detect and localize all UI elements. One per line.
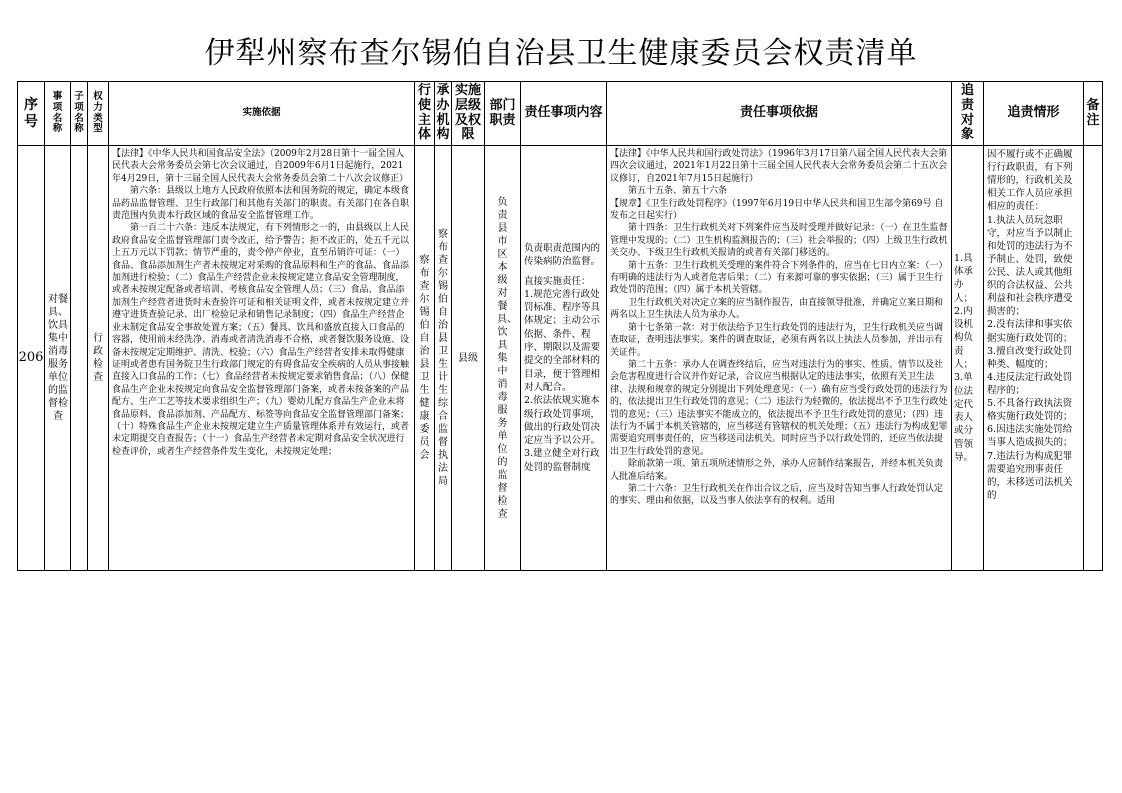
cell-resp (521, 146, 607, 571)
resp-basis-paragraph: 【规章】《卫生行政处罚程序》（1997年6月19日中华人民共和国卫生部令第69号 自发布之日起实行） (610, 198, 944, 222)
resp-basis-paragraph: 第五十五条、第五十六条 (628, 186, 728, 197)
resp-basis-paragraph: 除前款第一项、第五项所述情形之外，承办人应制作结案报告，并经本机关负责人批准后结案。 (610, 459, 944, 482)
basis-paragraph: 【法律】《中华人民共和国食品安全法》（2009年2月28日第十一届全国人民代表大会常务委员会第七次会议通过，自2009年6月1日起施行，2021年4月29日，第十三届全国人民代表大会常务委员会第二十八次会议修正） (112, 149, 409, 184)
acc-line: 1.执法人员玩忽职守，对应当予以制止和处罚的违法行为不予制止、处罚，致使公民、法人或其他组织的合法权益、公共利益和社会秩序遭受损害的； (987, 214, 1073, 318)
cell-obj (952, 146, 984, 571)
cell-subject: 察布查尔锡伯自治县卫生健康委员会 (415, 146, 435, 571)
resp-basis-paragraph: 第十七条第一款：对于依法给予卫生行政处罚的违法行为，卫生行政机关应当调查取证，查明违法事实。案件的调查取证，必须有两名以上执法人员参加，并出示有关证件。 (610, 322, 944, 358)
resp-basis-paragraph: 第二十六条：卫生行政机关在作出合议之后，应当及时告知当事人行政处罚认定的事实、理由和依据，以及当事人依法享有的权利。适用 (610, 483, 944, 507)
header-resp: 责任事项内容 (521, 82, 607, 146)
cell-duty (485, 146, 521, 571)
header-power-type: 权力类型 (88, 82, 109, 146)
header-seq: 序号 (18, 82, 45, 146)
cell-item-name: 对餐具、饮具集中消毒服务单位的监督检查 (45, 146, 71, 571)
cell-level: 县级 (452, 146, 485, 571)
header-basis: 实施依据 (109, 82, 415, 146)
table-row (18, 146, 1103, 571)
resp-line: 3.建立健全对行政处罚的监督制度 (524, 448, 600, 473)
cell-acc (984, 146, 1084, 571)
acc-line: 6.因违法实施处罚给当事人造成损失的； (987, 424, 1073, 449)
cell-sub-item (71, 146, 88, 571)
resp-basis-paragraph: 【法律】《中华人民共和国行政处罚法》（1996年3月17日第八届全国人民代表大会第四次会议通过，2021年1月22日第十三届全国人民代表大会常务委员会第二十五次会议修订，自2021年7月15日起施行） (610, 149, 948, 184)
cell-org: 察布查尔锡伯自治县卫生计生综合监督执法局 (435, 146, 452, 571)
duty-scope-text: 负责职责范围内的传染病防治监督。 (524, 242, 601, 268)
cell-seq: 206 (18, 146, 45, 571)
resp-basis-paragraph: 第二十五条：承办人在调查终结后，应当对违法行为的事实、性质、情节以及社会危害程度进行合议并作好记录，合议应当根据认定的违法事实，依照有关卫生法律、法规和规章的规定分别提出下列处理意见：（一）确有应当受行政处罚的违法行为的，依法提出卫生行政处罚的意见；（二）违法行为轻微的，依法提出不予卫生行政处罚的意见；（三）违法事实不能成立的，依法提出不予卫生行政处罚的意见；（四）违法行为不属于本机关管辖的，应当移送有管辖权的机关处理；（五）违法行为构成犯罪需要追究刑事责任的，应当移送司法机关。同时应当予以行政处罚的，还应当依法提出卫生行政处罚的意见。 (610, 359, 948, 457)
duty-text: 负责县市区本级对餐具、饮具集中消毒服务单位的监督检查 (497, 196, 517, 520)
header-subject: 行使主体 (415, 82, 435, 146)
resp-line: 2.依法依规实施本级行政处罚事项，做出的行政处罚决定应当予以公开。 (524, 395, 601, 447)
header-sub-item: 子项名称 (71, 82, 88, 146)
header-org: 承办机构 (435, 82, 452, 146)
header-level: 实施层级及权限 (452, 82, 485, 146)
acc-line: 7.违法行为构成犯罪需要追究刑事责任的，未移送司法机关的 (987, 450, 1073, 501)
resp-basis-paragraph: 卫生行政机关对决定立案的应当制作报告，由直接领导批准，并确定立案日期和两名以上卫生执法人员为承办人。 (610, 297, 944, 321)
resp-line: 直接实施责任： (524, 275, 591, 287)
acc-line: 4.违反法定行政处罚程序的； (987, 371, 1073, 396)
cell-note (1084, 146, 1103, 571)
resp-basis-paragraph: 第十五条：卫生行政机关受理的案件符合下列条件的，应当在七日内立案：（一）有明确的违法行为人或者危害后果；（二）有来源可靠的事实依据；（三）属于卫生行政处罚的范围；（四）属于本机关管辖。 (610, 260, 948, 296)
cell-resp-basis (607, 146, 952, 571)
basis-paragraph: 第一百二十六条：违反本法规定，有下列情形之一的，由县级以上人民政府食品安全监督管理部门责令改正，给予警告；拒不改正的，处五千元以上五万元以下罚款；情节严重的，责令停产停业，直至吊销许可证：（一）食品、食品添加剂生产者未按规定对采购的食品原料和生产的食品、食品添加剂进行检验；（二）食品生产经营企业未按规定建立食品安全管理制度，或者未按规定配备或者培训、考核食品安全管理人员；（三）食品、食品添加剂生产经营者进货时未查验许可证和相关证明文件，或者未按规定建立并遵守进货查验记录、出厂检验记录和销售记录制度；（四）食品生产经营企业未制定食品安全事故处置方案；（五）餐具、饮具和盛放直接入口食品的容器，使用前未经洗净、消毒或者清洗消毒不合格，或者餐饮服务设施、设备未按规定定期维护、清洗、校验；（六）食品生产经营者安排未取得健康证明或者患有国务院卫生行政部门规定的有碍食品安全疾病的人员从事接触直接入口食品的工作；（七）食品经营者未按规定要求销售食品；（八）保健食品生产企业未按规定向食品安全监督管理部门备案，或者未按备案的产品配方、生产工艺等技术要求组织生产；（九）婴幼儿配方食品生产企业未将食品原料、食品添加剂、产品配方、标签等向食品安全监督管理部门备案；（十）特殊食品生产企业未按规定建立生产质量管理体系并有效运行，或者未定期提交自查报告；（十一）食品生产经营者未定期对食品安全状况进行检查评价，或者生产经营条件发生变化，未按规定处理； (112, 223, 410, 457)
basis-paragraph: 第六条：县级以上地方人民政府依照本法和国务院的规定，确定本级食品药品监督管理、卫生行政部门和其他有关部门的职责。有关部门在各自职责范围内负责本行政区域的食品安全监督管理工作。 (112, 186, 410, 222)
obj-line: 2.内设机构负责人； (954, 305, 974, 370)
header-row (18, 82, 1103, 146)
resp-basis-paragraph: 第十四条：卫生行政机关对下列案件应当及时受理并做好记录：（一）在卫生监督管理中发现的；（二）卫生机构监测报告的；（三）社会举报的；（四）上级卫生行政机关交办、下级卫生行政机关报请的或者有关部门移送的。 (610, 223, 948, 259)
acc-line: 3.擅自改变行政处罚种类、幅度的； (987, 345, 1073, 370)
obj-line: 1.具体承办人； (954, 252, 974, 304)
power-responsibility-table (17, 81, 1103, 571)
header-obj: 追责对象 (952, 82, 984, 146)
acc-line: 因不履行或不正确履行行政职责，有下列情形的，行政机关及相关工作人员应承担相应的责任： (987, 149, 1073, 213)
header-note: 备注 (1084, 82, 1103, 146)
acc-line: 5.不具备行政执法资格实施行政处罚的； (987, 398, 1073, 423)
cell-power-type: 行政检查 (88, 146, 109, 571)
acc-line: 2.没有法律和事实依据实施行政处罚的； (987, 319, 1073, 344)
cell-basis (109, 146, 415, 571)
header-item-name: 事项名称 (45, 82, 71, 146)
header-resp-basis: 责任事项依据 (607, 82, 952, 146)
obj-line: 3.单位法定代表人或分管领导。 (954, 372, 974, 464)
resp-line: 1.规范完善行政处罚标准、程序等具体规定；主动公示依据、条件、程序、期限以及需要提交的全部材料的目录，便于管理相对人配合。 (524, 288, 601, 393)
header-acc: 追责情形 (984, 82, 1084, 146)
page-title: 伊犁州察布查尔锡伯自治县卫生健康委员会权责清单 (204, 36, 918, 71)
header-duty: 部门职责 (485, 82, 521, 146)
